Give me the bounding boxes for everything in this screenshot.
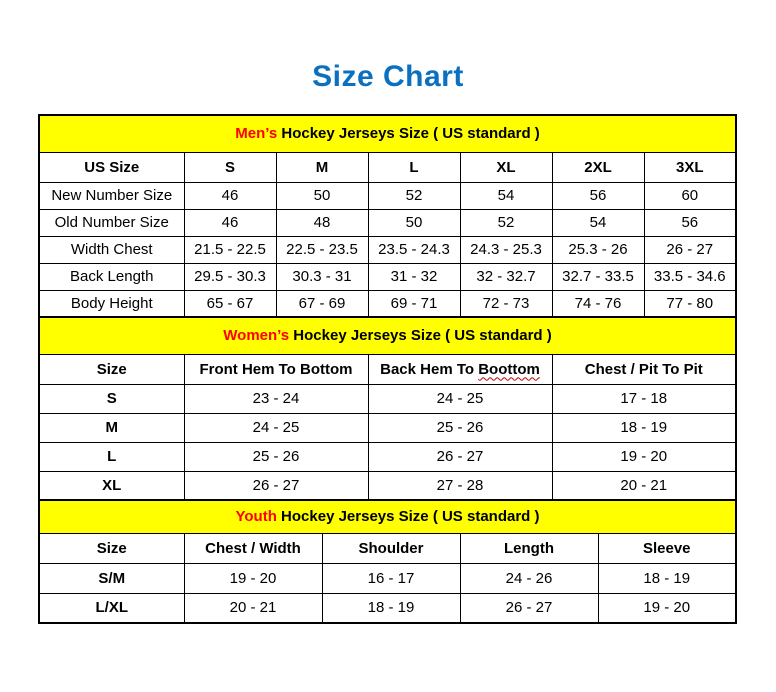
size-value: 26 - 27 (460, 593, 598, 623)
section-banner-row (39, 500, 736, 533)
page-title: Size Chart (312, 60, 464, 93)
size-value: 69 - 71 (368, 290, 460, 317)
column-header-row (39, 152, 736, 182)
size-value: 19 - 20 (598, 593, 736, 623)
size-value: 72 - 73 (460, 290, 552, 317)
column-header-text: Back Hem To (380, 360, 479, 378)
size-value: 54 (552, 209, 644, 236)
column-header-row (39, 533, 736, 563)
row-label: Body Height (39, 290, 184, 317)
column-header: XL (460, 152, 552, 182)
row-label: Back Length (39, 263, 184, 290)
size-value: 77 - 80 (644, 290, 736, 317)
size-value: 25 - 26 (184, 442, 368, 471)
section-banner-highlight: Women’s (223, 327, 290, 345)
size-value: 60 (644, 182, 736, 209)
table-row (39, 263, 736, 290)
column-header: 3XL (644, 152, 736, 182)
size-value: 56 (552, 182, 644, 209)
column-header: L (368, 152, 460, 182)
size-value: 24 - 25 (184, 413, 368, 442)
size-value: 16 - 17 (322, 563, 460, 593)
size-table-men (38, 114, 737, 318)
section-banner-text: Hockey Jerseys Size ( US standard ) (277, 125, 540, 143)
size-value: 27 - 28 (368, 471, 552, 500)
size-value: 25.3 - 26 (552, 236, 644, 263)
size-value: 48 (276, 209, 368, 236)
size-value: 22.5 - 23.5 (276, 236, 368, 263)
column-header: Size (39, 533, 184, 563)
table-row (39, 593, 736, 623)
row-label: S (39, 384, 184, 413)
size-value: 26 - 27 (644, 236, 736, 263)
section-banner-highlight: Men’s (235, 125, 278, 143)
size-value: 26 - 27 (368, 442, 552, 471)
row-label: L/XL (39, 593, 184, 623)
size-value: 24.3 - 25.3 (460, 236, 552, 263)
section-banner-men (39, 115, 736, 152)
row-label: L (39, 442, 184, 471)
row-label: XL (39, 471, 184, 500)
size-value: 17 - 18 (552, 384, 736, 413)
column-header: Size (39, 354, 184, 384)
column-header: M (276, 152, 368, 182)
table-row (39, 182, 736, 209)
size-chart-tables (38, 114, 735, 624)
size-value: 19 - 20 (552, 442, 736, 471)
table-row (39, 471, 736, 500)
size-table-women (38, 316, 737, 501)
table-row (39, 563, 736, 593)
section-banner-highlight: Youth (235, 508, 277, 526)
table-row (39, 413, 736, 442)
size-value: 19 - 20 (184, 563, 322, 593)
row-label: S/M (39, 563, 184, 593)
column-header: Front Hem To Bottom (184, 354, 368, 384)
section-banner-women (39, 317, 736, 354)
size-value: 24 - 25 (368, 384, 552, 413)
table-row (39, 209, 736, 236)
table-row (39, 236, 736, 263)
size-value: 31 - 32 (368, 263, 460, 290)
size-value: 18 - 19 (598, 563, 736, 593)
table-row (39, 290, 736, 317)
section-banner-row (39, 317, 736, 354)
size-value: 33.5 - 34.6 (644, 263, 736, 290)
size-value: 50 (368, 209, 460, 236)
column-header: S (184, 152, 276, 182)
row-label: M (39, 413, 184, 442)
size-value: 54 (460, 182, 552, 209)
section-banner-youth (39, 500, 736, 533)
size-table-youth (38, 499, 737, 624)
size-value: 25 - 26 (368, 413, 552, 442)
row-label: Old Number Size (39, 209, 184, 236)
size-value: 24 - 26 (460, 563, 598, 593)
size-value: 23.5 - 24.3 (368, 236, 460, 263)
size-value: 74 - 76 (552, 290, 644, 317)
size-value: 20 - 21 (184, 593, 322, 623)
section-banner-text: Hockey Jerseys Size ( US standard ) (289, 327, 552, 345)
size-value: 18 - 19 (322, 593, 460, 623)
column-header (368, 354, 552, 384)
size-value: 46 (184, 182, 276, 209)
size-value: 52 (368, 182, 460, 209)
size-value: 18 - 19 (552, 413, 736, 442)
size-value: 56 (644, 209, 736, 236)
row-label: Width Chest (39, 236, 184, 263)
size-value: 65 - 67 (184, 290, 276, 317)
section-banner-row (39, 115, 736, 152)
section-banner-text: Hockey Jerseys Size ( US standard ) (276, 508, 540, 526)
column-header: Shoulder (322, 533, 460, 563)
size-value: 32.7 - 33.5 (552, 263, 644, 290)
table-row (39, 384, 736, 413)
size-value: 30.3 - 31 (276, 263, 368, 290)
row-label: New Number Size (39, 182, 184, 209)
column-header: US Size (39, 152, 184, 182)
size-value: 26 - 27 (184, 471, 368, 500)
column-header: Sleeve (598, 533, 736, 563)
size-value: 29.5 - 30.3 (184, 263, 276, 290)
column-header: Chest / Pit To Pit (552, 354, 736, 384)
misspelled-word: Boottom (478, 360, 540, 378)
size-value: 50 (276, 182, 368, 209)
size-value: 20 - 21 (552, 471, 736, 500)
column-header: Chest / Width (184, 533, 322, 563)
column-header: 2XL (552, 152, 644, 182)
column-header: Length (460, 533, 598, 563)
size-value: 67 - 69 (276, 290, 368, 317)
size-value: 52 (460, 209, 552, 236)
size-value: 21.5 - 22.5 (184, 236, 276, 263)
size-value: 46 (184, 209, 276, 236)
size-value: 23 - 24 (184, 384, 368, 413)
size-value: 32 - 32.7 (460, 263, 552, 290)
column-header-row (39, 354, 736, 384)
table-row (39, 442, 736, 471)
